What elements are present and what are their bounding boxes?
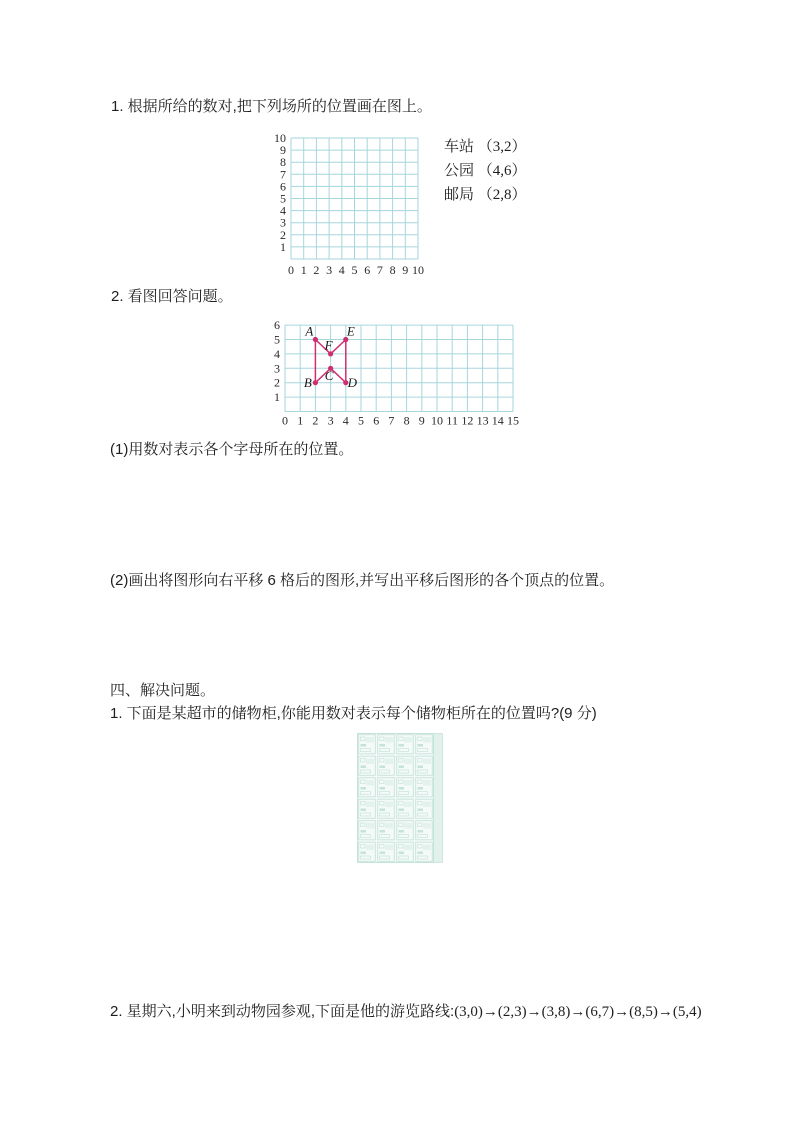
figure-point-label: F bbox=[324, 337, 333, 353]
place-item-postoffice bbox=[444, 183, 527, 207]
y-axis-tick: 3 bbox=[280, 215, 286, 230]
section4-question1-text: 1. 下面是某超市的储物柜,你能用数对表示每个储物柜所在的位置吗?(9 分) bbox=[110, 705, 597, 722]
x-axis-tick: 4 bbox=[338, 263, 345, 277]
route-prefix: 2. 星期六,小明来到动物园参观,下面是他的游览路线: bbox=[110, 1003, 455, 1020]
place-item-park bbox=[444, 159, 527, 183]
x-axis-tick: 3 bbox=[327, 413, 334, 428]
place-item-station bbox=[444, 135, 527, 159]
x-axis-tick: 9 bbox=[402, 263, 409, 277]
x-axis-tick: 3 bbox=[326, 263, 333, 277]
place-pair: （2,8） bbox=[477, 187, 527, 203]
section4-heading: 四、解决问题。 bbox=[110, 683, 216, 699]
x-axis-tick: 6 bbox=[364, 263, 371, 277]
x-axis-tick: 1 bbox=[297, 413, 304, 428]
figure-point-label: D bbox=[347, 375, 357, 391]
y-axis-tick: 7 bbox=[280, 167, 286, 182]
x-axis-tick: 7 bbox=[388, 413, 395, 428]
x-axis-tick: 2 bbox=[312, 413, 319, 428]
place-name: 公园 bbox=[444, 163, 475, 179]
x-axis-tick: 4 bbox=[342, 413, 349, 428]
x-axis-tick: 2 bbox=[313, 263, 320, 277]
place-pair: （4,6） bbox=[477, 163, 527, 179]
question2-sub2-text: (2)画出将图形向右平移 6 格后的图形,并写出平移后图形的各个顶点的位置。 bbox=[110, 572, 615, 589]
question2-figure-grid bbox=[262, 318, 542, 433]
question2-text: 2. 看图回答问题。 bbox=[111, 288, 233, 305]
figure-point bbox=[313, 337, 318, 342]
y-axis-tick: 2 bbox=[280, 227, 286, 242]
x-axis-tick: 13 bbox=[476, 413, 489, 428]
x-axis-tick: 11 bbox=[446, 413, 458, 428]
x-axis-tick: 1 bbox=[300, 263, 307, 277]
y-axis-tick: 3 bbox=[274, 361, 280, 376]
x-axis-tick: 15 bbox=[507, 413, 519, 428]
x-axis-tick: 10 bbox=[431, 413, 443, 428]
question1-coordinate-grid bbox=[262, 128, 432, 280]
figure-point bbox=[313, 380, 318, 385]
x-axis-tick: 12 bbox=[461, 413, 474, 428]
y-axis-tick: 5 bbox=[280, 191, 286, 206]
section4-question2-text bbox=[110, 1002, 702, 1022]
y-axis-tick: 10 bbox=[274, 131, 286, 145]
y-axis-tick: 4 bbox=[274, 346, 280, 361]
figure-point-label: C bbox=[324, 367, 334, 383]
x-axis-tick: 14 bbox=[491, 413, 504, 428]
x-axis-tick: 7 bbox=[376, 263, 383, 277]
y-axis-tick: 9 bbox=[280, 143, 286, 158]
figure-point-label: A bbox=[305, 323, 314, 339]
y-axis-tick: 6 bbox=[274, 318, 280, 333]
figure-segment bbox=[331, 340, 346, 354]
y-axis-tick: 2 bbox=[274, 375, 280, 390]
y-axis-tick: 1 bbox=[274, 390, 280, 405]
place-name: 车站 bbox=[444, 139, 475, 155]
place-name: 邮局 bbox=[444, 187, 475, 203]
question1-text: 1. 根据所给的数对,把下列场所的位置画在图上。 bbox=[111, 98, 432, 115]
x-axis-tick: 6 bbox=[373, 413, 380, 428]
x-axis-tick: 8 bbox=[403, 413, 410, 428]
y-axis-tick: 4 bbox=[280, 203, 286, 218]
x-axis-tick: 5 bbox=[358, 413, 364, 428]
x-axis-tick: 0 bbox=[288, 263, 294, 277]
x-axis-tick: 8 bbox=[389, 263, 396, 277]
route-pairs: (3,0)→(2,3)→(3,8)→(6,7)→(8,5)→(5,4) bbox=[454, 1004, 702, 1020]
y-axis-tick: 8 bbox=[280, 155, 286, 170]
x-axis-tick: 5 bbox=[351, 263, 358, 277]
y-axis-tick: 5 bbox=[274, 332, 280, 347]
x-axis-tick: 10 bbox=[412, 263, 424, 277]
y-axis-tick: 6 bbox=[280, 179, 286, 194]
storage-locker-illustration bbox=[357, 732, 445, 864]
y-axis-tick: 1 bbox=[280, 239, 286, 254]
question1-place-list bbox=[444, 135, 527, 207]
question2-sub1-text: (1)用数对表示各个字母所在的位置。 bbox=[110, 441, 354, 458]
figure-point-label: B bbox=[303, 375, 312, 391]
place-pair: （3,2） bbox=[477, 139, 527, 155]
x-axis-tick: 0 bbox=[282, 413, 288, 428]
x-axis-tick: 9 bbox=[418, 413, 425, 428]
figure-point-label: E bbox=[346, 323, 355, 339]
